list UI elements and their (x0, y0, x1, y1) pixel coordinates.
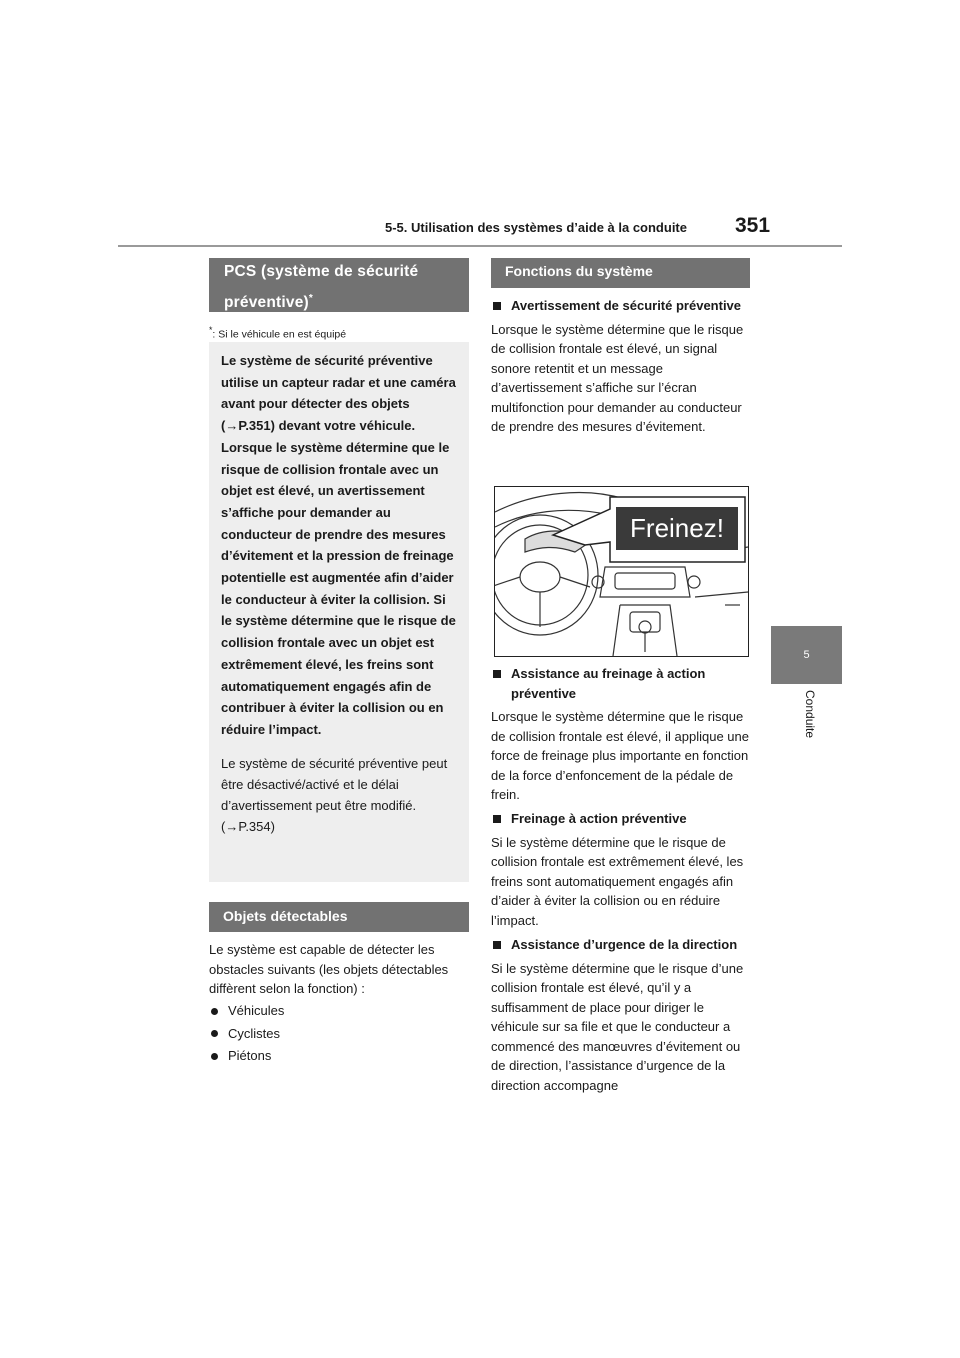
feature-text: Lorsque le système détermine que le risque de collision frontale est élevé, il applique une force de freinage plus importante en fonction de la force d’enfoncement de la pédale de frein. (491, 709, 750, 802)
section-header: 5-5. Utilisation des systèmes d’aide à la conduite (385, 220, 687, 235)
feature-brake-assist (491, 664, 751, 805)
footnote (209, 325, 346, 341)
feature-text: Si le système détermine que le risque de collision frontale est extrêmement élevé, les freins sont automatiquement engagés afin d’aider à éviter la collision ou en réduire l’impact. (491, 834, 744, 928)
feature-title: Freinage à action préventive (491, 809, 751, 829)
pcs-summary-lead: Le système de sécurité préventive utilise un capteur radar et une caméra avant pour détecter des objets (→P.351) devant votre véhicule. Lorsque le système détermine que le risque de collision frontale avec un objet est élevé, un avertissement s’affiche pour demander au conducteur de prendre des mesures d’évitement et la pression de freinage potentielle est augmentée afin d’aider le conducteur à éviter la collision. Si le système détermine que le risque de collision frontale avec un objet est extrêmement élevé, les freins sont automatiquement engagés afin de contribuer à éviter la collision ou en réduire l’impact. (221, 353, 456, 737)
list-item: Piétons (209, 1045, 469, 1068)
functions-title-band: Fonctions du système (491, 258, 750, 288)
bullet-icon (211, 1053, 218, 1060)
dashboard-illustration (494, 486, 749, 657)
pcs-title-line1: PCS (système de sécurité (224, 263, 419, 280)
objects-list (209, 1000, 469, 1068)
feature-text: Lorsque le système détermine que le risque de collision frontale est élevé, un signal sonore retentit et un message d’avertissement s’affiche sur l’écran multifonction pour demander au conducteur de prendre des mesures d’évitement. (491, 321, 744, 434)
feature-title: Avertissement de sécurité préventive (491, 296, 751, 316)
chapter-number: 5 (803, 649, 810, 661)
warning-message: Freinez! (630, 513, 724, 543)
footnote-asterisk: * (209, 325, 213, 335)
feature-preventive-braking (491, 809, 751, 930)
pcs-title-band (209, 258, 469, 312)
chapter-label: Conduite (803, 690, 817, 739)
dashboard-drawing (495, 487, 748, 656)
pcs-summary-box (209, 342, 469, 882)
square-bullet-icon (493, 670, 501, 678)
feature-title: Assistance au freinage à action préventive (491, 664, 751, 703)
footnote-text: : Si le véhicule en est équipé (212, 328, 347, 341)
objects-intro: Le système est capable de détecter les obstacles suivants (les objets détectables diffèrent selon la fonction) : (209, 942, 449, 996)
pcs-summary-note: Le système de sécurité préventive peut être désactivé/activé et le délai d’avertissement peut être modifié. (→P.354) (221, 755, 448, 834)
left-column (209, 258, 469, 312)
square-bullet-icon (493, 302, 501, 310)
bullet-icon (211, 1030, 218, 1037)
feature-title: Assistance d’urgence de la direction (491, 935, 751, 955)
pcs-title-line2: préventive) (224, 294, 309, 312)
square-bullet-icon (493, 941, 501, 949)
pcs-title-asterisk: * (308, 293, 313, 304)
page-number: 351 (735, 214, 771, 237)
objects-title-band: Objets détectables (209, 902, 469, 932)
chapter-tab (771, 626, 842, 684)
feature-steering-assist (491, 935, 751, 1095)
bullet-icon (211, 1008, 218, 1015)
square-bullet-icon (493, 815, 501, 823)
feature-warning (491, 296, 751, 437)
list-item: Cyclistes (209, 1023, 469, 1046)
feature-text: Si le système détermine que le risque d’une collision frontale est élevé, qu’il y a suffisamment de place pour diriger le véhicule sur sa file et que le conducteur a commencé des manœuvres d’évitement ou de direction, l’assistance d’urgence de la direction accompagne (491, 960, 744, 1093)
header-divider (118, 245, 842, 247)
list-item: Véhicules (209, 1000, 469, 1023)
